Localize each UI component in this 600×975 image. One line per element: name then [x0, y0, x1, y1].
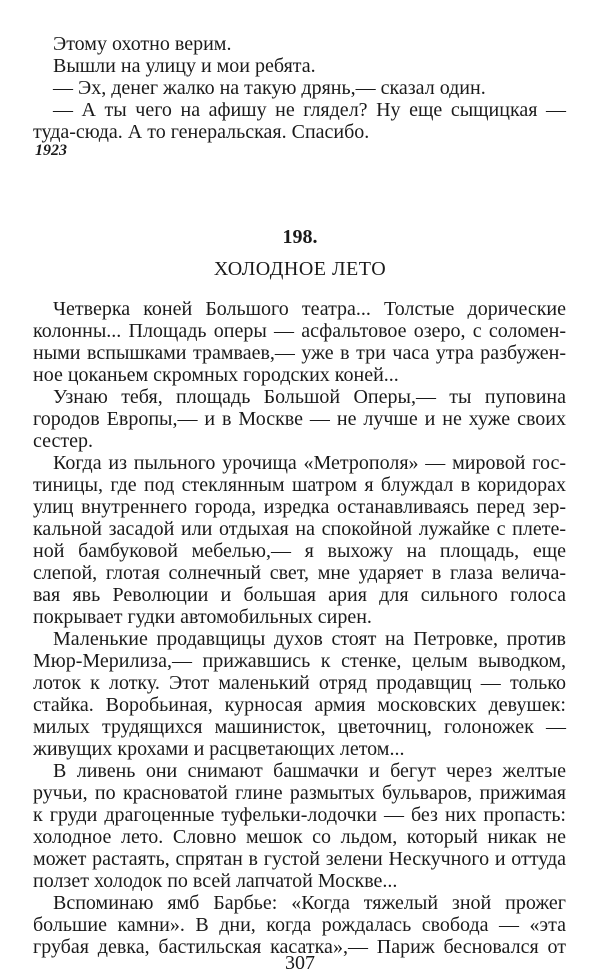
- text-line: Маленькие продавщицы духов стоят на Петровке, против: [53, 628, 566, 650]
- text-line: В ливень они снимают башмачки и бегут через желтые: [53, 760, 566, 782]
- text-line: ползет холодок по всей лапчатой Москве...: [33, 870, 398, 892]
- text-line: улиц внутреннего города, изредка останавливаясь перед зер-: [33, 496, 566, 518]
- text-line: — Эх, денег жалко на такую дрянь,— сказал один.: [53, 77, 486, 99]
- text-line: покрывает гудки автомобильных сирен.: [33, 606, 372, 628]
- year-date: 1923: [35, 142, 67, 159]
- text-line: стайка. Воробьиная, курносая армия московских девушек:: [33, 694, 566, 716]
- text-line: — А ты чего на афишу не глядел? Ну еще сыщицкая —: [53, 99, 566, 121]
- text-line: Этому охотно верим.: [53, 33, 232, 55]
- text-line: грубая девка, бастильская касатка»,— Париж бесновался от: [33, 936, 566, 958]
- text-line: вая явь Революции и большая ария для сильного голоса: [33, 584, 566, 606]
- text-line: городов Европы,— и в Москве — не лучше и не хуже своих: [33, 408, 566, 430]
- text-line: Узнаю тебя, площадь Большой Оперы,— ты пуповина: [53, 386, 566, 408]
- text-line: колонны... Площадь оперы — асфальтовое озеро, с соломен-: [33, 320, 566, 342]
- text-line: большие камни». В дни, когда рождалась свобода — «эта: [33, 914, 566, 936]
- section-title: ХОЛОДНОЕ ЛЕТО: [213, 258, 387, 280]
- text-line: холодное лето. Словно мешок со льдом, который никак не: [33, 826, 566, 848]
- text-line: тиницы, где под стеклянным шатром я блуждал в коридорах: [33, 474, 566, 496]
- text-line: живущих крохами и расцветающих летом...: [33, 738, 405, 760]
- page-number: 307: [285, 952, 315, 974]
- text-line: кальной засадой или отдыхая на спокойной лужайке с плете-: [33, 518, 566, 540]
- text-line: может растаять, спрятан в густой зелени Нескучного и оттуда: [33, 848, 566, 870]
- text-line: лоток к лотку. Этот маленький отряд продавщиц — только: [33, 672, 566, 694]
- text-line: к груди драгоценные туфельки-лодочки — без них пропасть:: [33, 804, 566, 826]
- text-line: ной бамбуковой мебелью,— я выхожу на площадь, еще: [33, 540, 566, 562]
- text-line: ное цоканьем скромных городских коней...: [33, 364, 399, 386]
- text-line: Вспоминаю ямб Барбье: «Когда тяжелый зной прожег: [53, 892, 566, 914]
- text-line: слепой, глотая солнечный свет, мне ударяет в глаза велича-: [33, 562, 566, 584]
- section-number: 198.: [282, 226, 318, 248]
- text-line: милых трудящихся машинисток, цветочниц, голоножек —: [33, 716, 566, 738]
- text-line: ными вспышками трамваев,— уже в три часа утра разбужен-: [33, 342, 566, 364]
- text-line: Мюр-Мерилиза,— прижавшись к стенке, целым выводком,: [33, 650, 566, 672]
- text-line: ручьи, по красноватой глине размытых бульваров, прижимая: [33, 782, 566, 804]
- text-line: Вышли на улицу и мои ребята.: [53, 55, 316, 77]
- text-line: Четверка коней Большого театра... Толстые дорические: [53, 298, 566, 320]
- text-line: Когда из пыльного урочища «Метрополя» — мировой гос-: [53, 452, 566, 474]
- text-line: сестер.: [33, 430, 93, 452]
- text-line: туда-сюда. А то генеральская. Спасибо.: [33, 121, 370, 143]
